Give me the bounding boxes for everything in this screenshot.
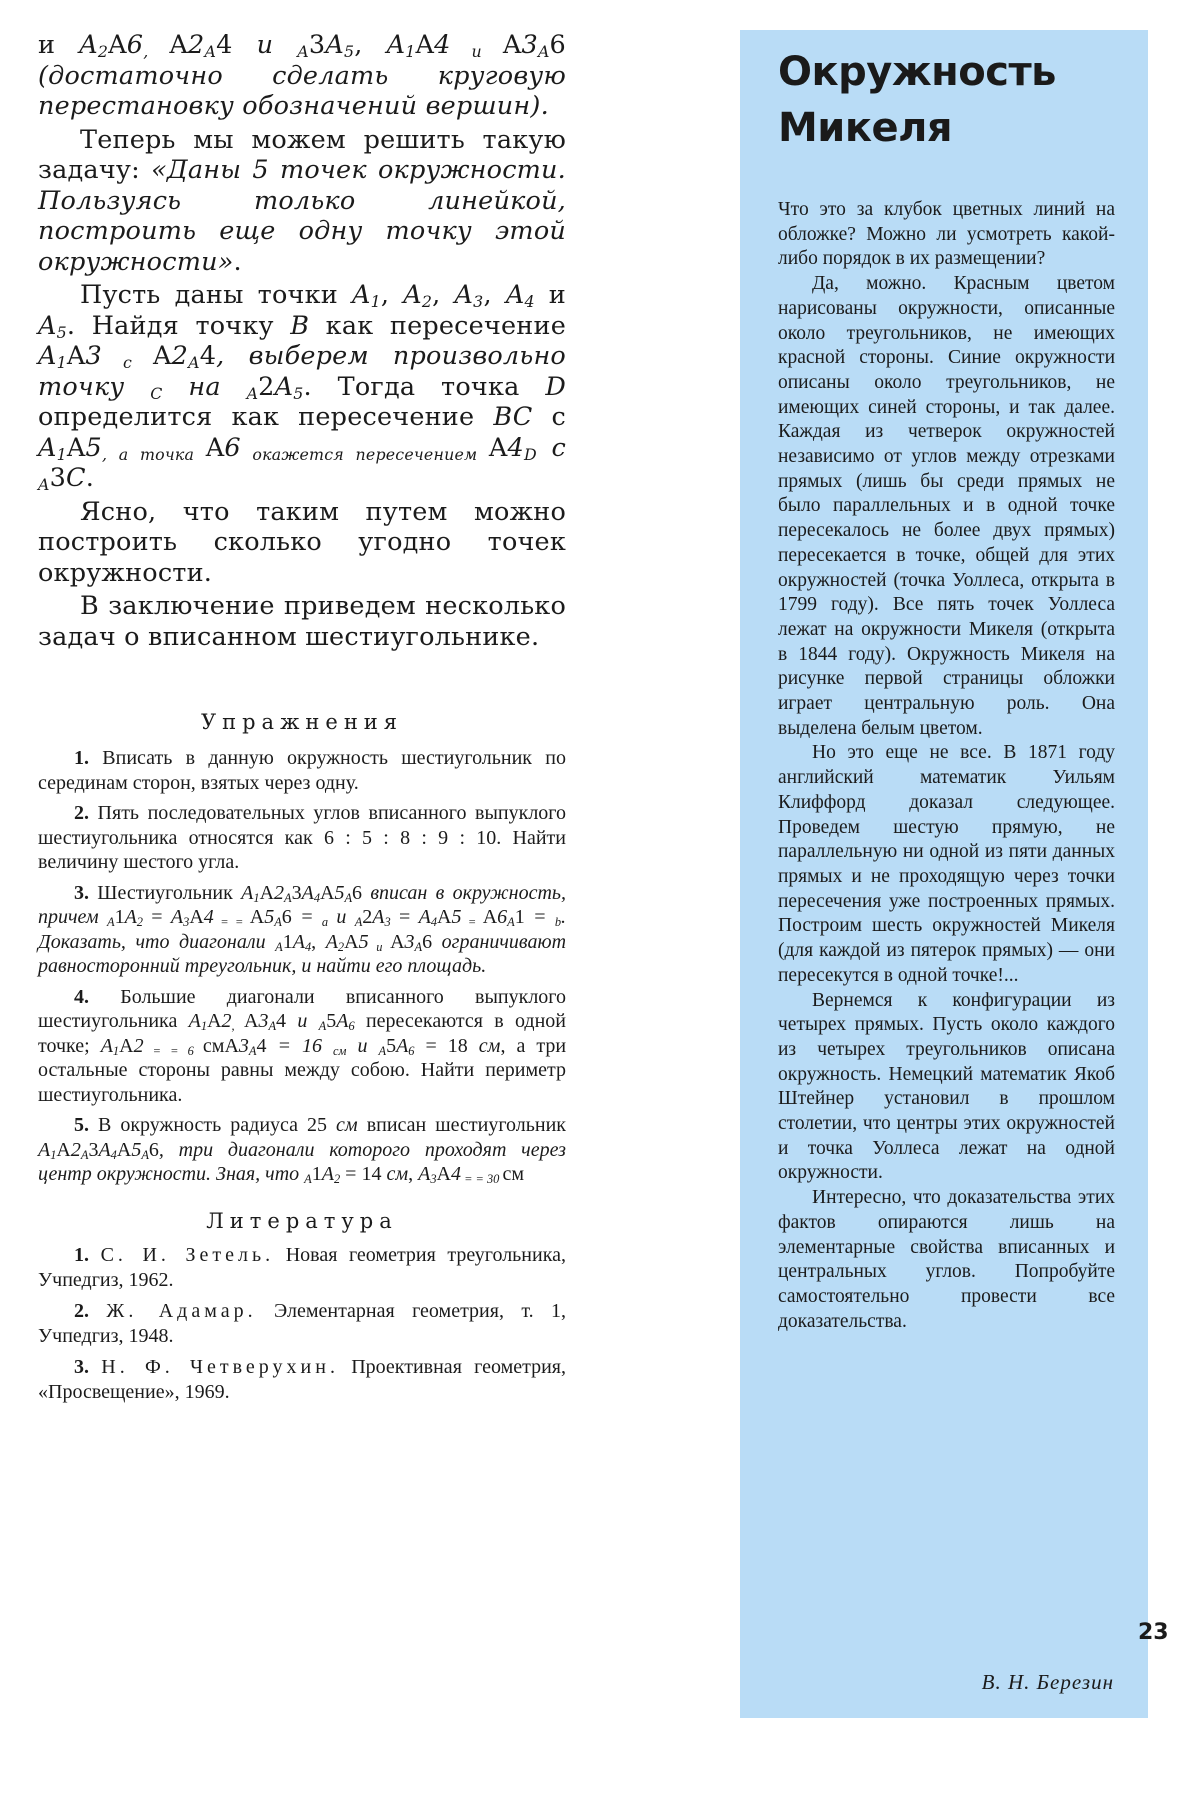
literature-item — [38, 1243, 566, 1293]
exercise-text: В окружность радиуса 25 см вписан шестиугольник $A_1A2_A3A_4A5_A6$, три диагонали которого проходят через центр окружности. Зная, что $_A1A_2 = 14$ см, $A_3A4$ $_{= = 30}$ см — [38, 1114, 566, 1187]
math-variable: $A_4$ — [301, 881, 321, 905]
main-paragraph-1: и $A_2A6_,$ $A2_A4$ и $_A3A_5$, $A_1A4$ $_и$ $A3_A6$ (достаточно сделать круговую перестановку обозначений вершин). — [38, 30, 566, 121]
math-variable: $A_1$ — [241, 881, 260, 905]
math-variable: и $_A$ — [286, 1010, 327, 1034]
exercise-number: 3. — [74, 881, 89, 904]
math-variable: D — [545, 371, 566, 402]
sidebar-paragraph: Да, можно. Красным цветом нарисованы окружности, описанные около треугольников, не имеющих красной стороны. Синие окружности описаны около треугольников, не имеющих синей стороны, и так далее. Каждая из четверок окружностей независимо от углов между отрезками прямых (лишь бы среди прямых не было параллельных и в одной точке пересекалось не более двух прямых) пересекается в точке, общей для этих окружностей (точка Уоллеса, открыта в 1799 году). Все пять точек Уоллеса лежат на окружности Микеля (открыта в 1844 году). Окружность Микеля на рисунке первой страницы обложки играет центральную роль. Она выделена белым цветом. — [778, 273, 1115, 739]
math-variable: = 16 $_{см}$ — [266, 1034, 347, 1058]
literature-author: Ж. Адамар. — [106, 1299, 257, 1322]
math-variable: $3_A$ — [521, 30, 550, 61]
main-paragraph-2 — [38, 125, 566, 278]
exercise-number: 4. — [74, 985, 89, 1008]
math-variable: $A_1$ — [351, 280, 381, 311]
math-variable: B — [290, 310, 310, 341]
math-variable: 4 $_{= =}$ — [203, 906, 250, 930]
math-variable: $4_D$ — [507, 432, 537, 464]
main-paragraph-4: Ясно, что таким путем можно построить сколько угодно точек окружности. — [38, 496, 566, 588]
exercise-number: 1. — [74, 747, 89, 769]
math-variable: $A_6$ — [336, 1010, 355, 1034]
main-text — [38, 30, 566, 652]
left-column — [38, 30, 566, 1411]
main-paragraph-2-end: . — [233, 246, 242, 277]
math-variable: см — [386, 1163, 409, 1185]
math-variable: $A_4$ — [292, 930, 312, 954]
sidebar-paragraph: Вернемся к конфигурации из четырех прямых. Пусть около каждого из четырех треугольников описана окружность. Немецкий математик Якоб Штейнер установил в прошлом столетии, что центры этих окружностей и точка Уоллеса лежат на одной окружности. — [778, 989, 1115, 1184]
math-variable: = $_b$ — [524, 906, 562, 930]
math-variable: $A_2$ — [79, 30, 109, 61]
main-paragraph-2-quote: «Даны 5 точек окружности. Пользуясь только линейкой, построить еще одну точку этой окружности» — [38, 155, 566, 277]
math-variable: $A_2$ — [124, 906, 143, 930]
exercise-item — [38, 985, 566, 1108]
page-number: 23 — [1138, 1620, 1169, 1645]
math-variable: $2_A$ — [70, 1138, 89, 1162]
exercise-number: 2. — [74, 802, 89, 824]
math-variable: , выберем произвольно точку $_C$ — [38, 341, 566, 403]
math-variable: $A_1$ — [386, 30, 416, 61]
literature-rest: Новая геометрия треугольника, Учпедгиз, 1962. — [38, 1243, 567, 1291]
math-variable: 6 $_{окажется пересечением}$ — [224, 432, 489, 464]
math-variable: 5 $_=$ — [451, 906, 483, 930]
math-variable: $A_5$ — [325, 30, 355, 61]
math-variable: $A_3$ — [170, 906, 190, 930]
math-variable: $A_2$ — [325, 930, 345, 954]
math-variable: $3_A$ — [258, 1010, 277, 1034]
literature-rest: Элементарная геометрия, т. 1, Учпедгиз, 1948. — [38, 1299, 567, 1347]
math-variable: BC — [493, 402, 533, 432]
math-variable: $2_,$ — [221, 1010, 245, 1034]
exercise-text: Шестиугольник $A_1A2_A3A_4A5_A6$ вписан в окружность, причем $_A1A_2 = A_3A4$ $_{= =}$ $A5_A6 = _a$ и $_A2A_3 = A_4A5$ $_=$ $A6_A1 = _b$. Доказать, что диагонали $_A1A_4$, $A_2A5$ $_и$ $A3_A6$ ограничивают равносторонний треугольник, и найти его площадь. — [38, 881, 567, 977]
literature-item — [38, 1299, 566, 1349]
math-variable: $5_{, а точка}$ — [85, 432, 206, 464]
math-variable: = $_a$ — [291, 906, 329, 930]
math-variable: C — [66, 463, 86, 493]
math-variable: ограничивают равносторонний треугольник, и найти его площадь. — [38, 930, 567, 977]
math-variable: $A_3$ — [454, 280, 484, 311]
math-variable: 3 $_с$ — [85, 341, 154, 372]
math-variable: $2_A$ — [171, 341, 200, 372]
literature-title: Литература — [206, 1208, 398, 1233]
math-variable: . Доказать, что диагонали $_A$ — [38, 906, 567, 954]
math-variable: $5_A$ — [264, 906, 282, 930]
math-variable: $A_5$ — [274, 371, 304, 403]
exercise-item — [38, 881, 566, 979]
literature-number: 2. — [74, 1299, 89, 1322]
literature-list — [38, 1243, 566, 1405]
exercises-title: Упражнения — [200, 710, 404, 734]
literature-author: Н. Ф. Четверухин. — [101, 1355, 339, 1378]
exercise-item — [38, 1113, 566, 1187]
literature-item — [38, 1355, 566, 1405]
exercise-text: Большие диагонали вписанного выпуклого шестиугольника $A_1A2_,$ $A3_A4$ и $_A5A_6$ пересекаются в одной точке; $A_1A2$ $_{= = 6}$ $смA3_A4 = 16$ $_{см}$ и $_A5A_6 = 18$ см, а три остальные стороны равны между собою. Найти периметр шестиугольника. — [38, 985, 567, 1106]
math-variable: $A_1$ — [188, 1010, 208, 1034]
exercises-list — [38, 746, 566, 1187]
math-variable: $A_4$ — [418, 906, 438, 930]
literature-number: 3. — [74, 1355, 89, 1378]
math-variable: $2_A$ — [188, 30, 217, 61]
sidebar-title: Окружность Микеля — [778, 49, 1056, 151]
math-variable: $A_5$ — [38, 310, 67, 342]
exercise-item — [38, 746, 566, 795]
math-variable: $3_A$ — [238, 1034, 257, 1058]
math-variable: и $_A$ — [328, 906, 363, 930]
math-variable: $A_1$ — [38, 341, 67, 372]
sidebar-box — [740, 30, 1148, 1718]
math-variable: 4 $_и$ — [434, 30, 503, 61]
math-variable: $A_4$ — [505, 280, 535, 311]
sidebar-paragraph: Но это еще не все. В 1871 году английский математик Уильям Клиффорд доказал следующее. Проведем шестую прямую, не параллельную ни одной из пяти данных прямых и не проходящую через точки пересечения уже построенных прямых. Построим шесть окружностей Микеля (для каждой из пятерок прямых) — они пересекутся в одной точке!... — [778, 742, 1115, 986]
math-variable: см — [336, 1114, 358, 1136]
math-variable: вписан в окружность, причем $_A$ — [38, 881, 566, 930]
math-variable: на $_A$ — [162, 371, 259, 403]
literature-number: 1. — [74, 1243, 89, 1266]
math-variable: 5 $_и$ — [358, 930, 391, 954]
math-variable: $A_1$ — [100, 1034, 120, 1058]
math-variable: $A_2$ — [321, 1163, 341, 1187]
sidebar-paragraph: Интересно, что доказательства этих фактов опираются лишь на элементарные свойства вписанных и центральных углов. Попробуйте самостоятельно провести все доказательства. — [778, 1187, 1115, 1332]
math-variable: $6_A$ — [497, 906, 515, 930]
math-variable: $A_1$ — [38, 1138, 57, 1162]
math-variable: $A_3$ — [418, 1163, 437, 1187]
math-variable: $A_3$ — [372, 906, 391, 930]
exercise-number: 5. — [74, 1114, 89, 1136]
math-variable: 2 $_{= = 6}$ — [133, 1034, 203, 1058]
math-variable: с $_A$ — [38, 432, 566, 494]
math-variable: $2_A$ — [274, 881, 292, 905]
literature-rest: Проективная геометрия, «Просвещение», 1969. — [38, 1355, 566, 1403]
math-variable: $A_2$ — [403, 280, 433, 311]
math-variable: см — [478, 1034, 501, 1057]
math-variable: $A_1$ — [38, 432, 67, 464]
math-variable: $3_A$ — [404, 930, 423, 954]
exercise-item — [38, 801, 566, 875]
main-paragraph-3: Пусть даны точки $A_1$, $A_2$, $A_3$, $A_4$ и $A_5$. Найдя точку B как пересечение $A_1A3$ $_с$ $A2_A4$, выберем произвольно точку $_C$ на $_A2A_5$. Тогда точка D определится как пересечение BC с $A_1A5_{, а точка}$ A6 $_{окажется пересечением}$ $A4_D$ с $_A$3C. — [38, 280, 566, 494]
exercise-text: Вписать в данную окружность шестиугольник по серединам сторон, взятых через одну. — [38, 747, 567, 794]
sidebar-body — [778, 198, 1115, 1334]
author-signature: В. Н. Березин — [981, 1670, 1114, 1694]
math-variable: и $_A$ — [232, 30, 309, 61]
math-variable: $A_4$ — [98, 1138, 117, 1162]
main-paragraph-5: В заключение приведем несколько задач о вписанном шестиугольнике. — [38, 591, 566, 652]
exercise-text: Пять последовательных углов вписанного выпуклого шестиугольника относятся как 6 : 5 : 8 : 9 : 10. Найти величину шестого угла. — [38, 802, 567, 873]
math-variable: $6_,$ — [126, 30, 170, 61]
math-variable: , три диагонали которого проходят через центр окружности. Зная, что $_A$ — [38, 1138, 566, 1187]
math-variable: $5_A$ — [131, 1138, 149, 1162]
math-variable: (достаточно сделать круговую перестановку обозначений вершин). — [38, 60, 566, 121]
math-variable: $5_A$ — [334, 881, 353, 905]
sidebar-paragraph: Что это за клубок цветных линий на обложке? Можно ли усмотреть какой-либо порядок в их размещении? — [778, 199, 1115, 270]
math-variable: и $_A$ — [346, 1034, 387, 1058]
math-variable: 4 $_{= = 30}$ — [450, 1163, 503, 1187]
literature-author: С. И. Зетель. — [100, 1243, 275, 1266]
main-paragraph-2-lead: Теперь мы можем решить такую задачу: — [38, 124, 566, 185]
math-variable: $A_6$ — [396, 1034, 415, 1058]
